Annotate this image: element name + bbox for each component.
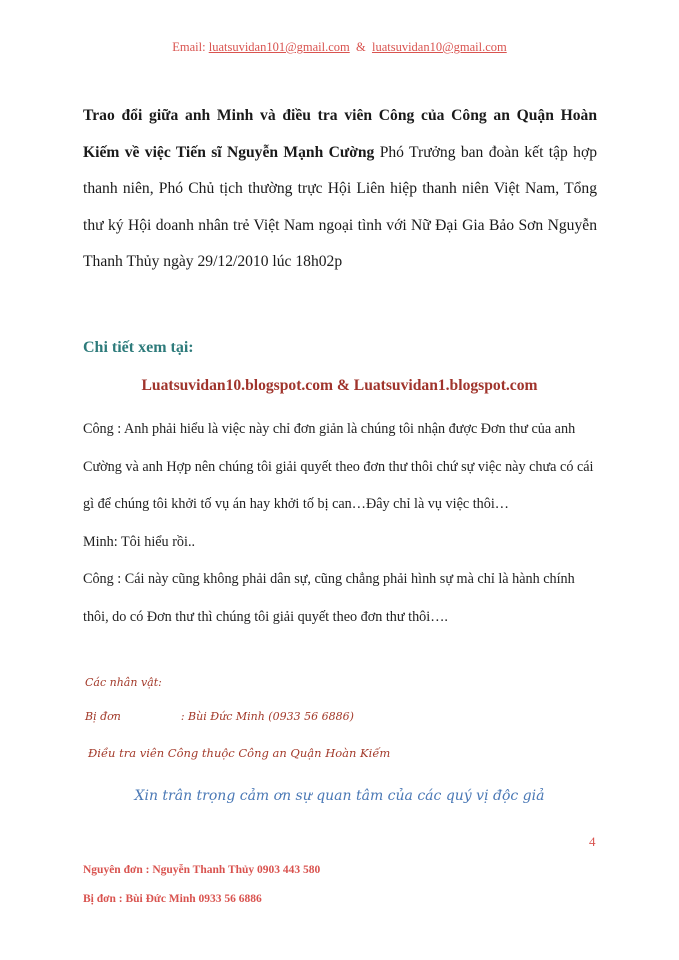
characters-heading: Các nhân vật: [85, 676, 162, 689]
footer-plaintiff: Nguyên đơn : Nguyễn Thanh Thủy 0903 443 580 [83, 864, 321, 876]
dialogue-line: Công : Cái này cũng không phải dân sự, cũng chẳng phải hình sự mà chỉ là hành chính thôi, do có Đơn thư thì chúng tôi giải quyết theo đơn thư thôi…. [83, 571, 575, 625]
header-emails [0, 40, 679, 55]
detail-label: Chi tiết xem tại: [83, 339, 194, 356]
defendant-line [85, 710, 354, 723]
email-link-1[interactable]: luatsuvidan101@gmail.com [208, 40, 350, 54]
thanks-note: Xin trân trọng cảm ơn sự quan tâm của các quý vị độc giả [134, 788, 545, 804]
dialogue-body [83, 411, 599, 636]
email-link-2[interactable]: luatsuvidan10@gmail.com [371, 40, 507, 54]
title-bold: Trao đổi giữa anh Minh và điều tra viên Công của Công an Quận Hoàn Kiếm về việc Tiến sĩ Nguyễn Mạnh Cường [83, 107, 597, 161]
email-separator: & [355, 40, 366, 54]
blog-links[interactable]: Luatsuvidan10.blogspot.com & Luatsuvidan1.blogspot.com [141, 377, 538, 394]
title-normal: Phó Trưởng ban đoàn kết tập hợp thanh niên, Phó Chủ tịch thường trực Hội Liên hiệp thanh niên Việt Nam, Tổng thư ký Hội doanh nhân trẻ Việt Nam ngoại tình với Nữ Đại Gia Bảo Sơn Nguyễn Thanh Thủy ngày 29/12/2010 lúc 18h02p [83, 143, 597, 270]
defendant-label: Bị đơn [85, 710, 121, 723]
page-number: 4 [589, 834, 596, 849]
document-title [83, 98, 597, 281]
investigator-line: Điều tra viên Công thuộc Công an Quận Hoàn Kiếm [88, 746, 391, 760]
email-label: Email: [172, 40, 206, 54]
defendant-value: : Bùi Đức Minh (0933 56 6886) [180, 710, 354, 723]
footer-defendant: Bị đơn : Bùi Đức Minh 0933 56 6886 [83, 893, 262, 905]
dialogue-line: Công : Anh phải hiểu là việc này chỉ đơn giản là chúng tôi nhận được Đơn thư của anh Cường và anh Hợp nên chúng tôi giải quyết theo đơn thư thôi chứ sự việc này chưa có cái gì để chúng tôi khởi tố vụ án hay khởi tố bị can…Đây chỉ là vụ việc thôi… [83, 421, 594, 512]
dialogue-line: Minh: Tôi hiểu rồi.. [83, 533, 196, 550]
